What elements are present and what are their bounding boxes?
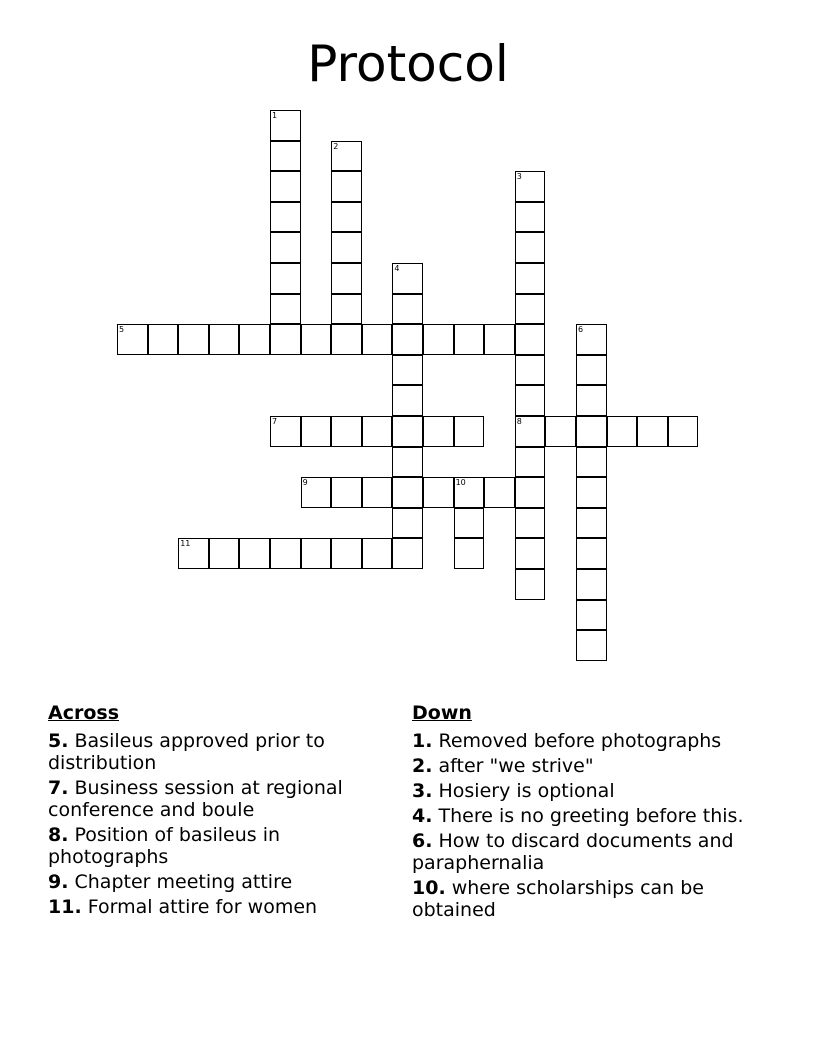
grid-cell[interactable] xyxy=(270,416,301,447)
grid-cell[interactable] xyxy=(209,538,240,569)
clue-text: Chapter meeting attire xyxy=(74,871,293,893)
grid-cell[interactable] xyxy=(392,538,423,569)
clue-number: 8. xyxy=(48,824,69,846)
clue-text: There is no greeting before this. xyxy=(438,805,744,827)
grid-cell[interactable] xyxy=(331,324,362,355)
grid-cell[interactable] xyxy=(637,416,668,447)
grid-cell[interactable] xyxy=(362,538,393,569)
grid-cell[interactable] xyxy=(515,232,546,263)
grid-cell[interactable] xyxy=(331,232,362,263)
grid-cell[interactable] xyxy=(331,202,362,233)
grid-cell[interactable] xyxy=(576,416,607,447)
down-clue xyxy=(412,730,752,752)
across-clue xyxy=(48,730,378,774)
grid-cell[interactable] xyxy=(576,630,607,661)
grid-cell[interactable] xyxy=(423,416,454,447)
down-clues xyxy=(412,702,752,924)
puzzle-title: Protocol xyxy=(307,35,509,93)
grid-cell[interactable] xyxy=(668,416,699,447)
clue-number: 2. xyxy=(412,755,433,777)
clue-number: 10. xyxy=(412,877,446,899)
grid-cell[interactable] xyxy=(392,324,423,355)
clue-text: where scholarships can be obtained xyxy=(412,877,704,921)
grid-cell[interactable] xyxy=(515,538,546,569)
grid-cell[interactable] xyxy=(270,171,301,202)
grid-cell[interactable] xyxy=(515,263,546,294)
grid-cell[interactable] xyxy=(301,477,332,508)
grid-cell[interactable] xyxy=(515,416,546,447)
grid-cell[interactable] xyxy=(515,385,546,416)
grid-cell[interactable] xyxy=(454,538,485,569)
grid-cell[interactable] xyxy=(331,263,362,294)
grid-cell[interactable] xyxy=(454,508,485,539)
cell-number: 10 xyxy=(455,478,466,488)
clue-text: Basileus approved prior to distribution xyxy=(48,730,325,774)
clue-number: 7. xyxy=(48,777,69,799)
cell-number: 2 xyxy=(333,141,339,151)
across-heading: Across xyxy=(48,702,120,724)
cell-number: 9 xyxy=(302,478,308,488)
grid-cell[interactable] xyxy=(362,416,393,447)
grid-cell[interactable] xyxy=(392,385,423,416)
clue-text: Hosiery is optional xyxy=(438,780,615,802)
grid-cell[interactable] xyxy=(515,477,546,508)
grid-cell[interactable] xyxy=(454,416,485,447)
grid-cell[interactable] xyxy=(607,416,638,447)
grid-cell[interactable] xyxy=(545,416,576,447)
grid-cell[interactable] xyxy=(178,538,209,569)
clue-number: 5. xyxy=(48,730,69,752)
across-clue xyxy=(48,871,378,893)
grid-cell[interactable] xyxy=(515,324,546,355)
grid-cell[interactable] xyxy=(178,324,209,355)
grid-cell[interactable] xyxy=(301,416,332,447)
grid-cell[interactable] xyxy=(576,600,607,631)
grid-cell[interactable] xyxy=(392,263,423,294)
clue-number: 3. xyxy=(412,780,433,802)
grid-cell[interactable] xyxy=(392,508,423,539)
clue-number: 4. xyxy=(412,805,433,827)
clue-number: 9. xyxy=(48,871,69,893)
down-clue xyxy=(412,805,752,827)
grid-cell[interactable] xyxy=(270,202,301,233)
grid-cell[interactable] xyxy=(270,294,301,325)
across-clue xyxy=(48,896,378,918)
grid-cell[interactable] xyxy=(484,324,515,355)
grid-cell[interactable] xyxy=(576,447,607,478)
grid-cell[interactable] xyxy=(576,538,607,569)
grid-cell[interactable] xyxy=(301,324,332,355)
cell-number: 11 xyxy=(180,539,191,549)
grid-cell[interactable] xyxy=(270,263,301,294)
grid-cell[interactable] xyxy=(392,294,423,325)
grid-cell[interactable] xyxy=(239,538,270,569)
grid-cell[interactable] xyxy=(576,569,607,600)
grid-cell[interactable] xyxy=(515,447,546,478)
grid-cell[interactable] xyxy=(331,416,362,447)
grid-cell[interactable] xyxy=(576,477,607,508)
grid-cell[interactable] xyxy=(117,324,148,355)
clue-text: after "we strive" xyxy=(438,755,594,777)
grid-cell[interactable] xyxy=(148,324,179,355)
grid-cell[interactable] xyxy=(515,294,546,325)
grid-cell[interactable] xyxy=(331,171,362,202)
grid-cell[interactable] xyxy=(331,538,362,569)
grid-cell[interactable] xyxy=(576,508,607,539)
cell-number: 3 xyxy=(516,172,522,182)
cell-number: 8 xyxy=(516,417,522,426)
down-heading: Down xyxy=(412,702,472,724)
grid-cell[interactable] xyxy=(576,324,607,355)
grid-cell[interactable] xyxy=(270,324,301,355)
grid-cell[interactable] xyxy=(331,477,362,508)
grid-cell[interactable] xyxy=(270,232,301,263)
down-clue xyxy=(412,755,752,777)
grid-cell[interactable] xyxy=(423,324,454,355)
grid-cell[interactable] xyxy=(484,477,515,508)
grid-cell[interactable] xyxy=(423,477,454,508)
grid-cell[interactable] xyxy=(515,569,546,600)
clue-text: How to discard documents and paraphernalia xyxy=(412,830,734,874)
grid-cell[interactable] xyxy=(392,477,423,508)
grid-cell[interactable] xyxy=(515,355,546,386)
down-clue xyxy=(412,830,752,874)
grid-cell[interactable] xyxy=(454,324,485,355)
grid-cell[interactable] xyxy=(239,324,270,355)
clue-text: Formal attire for women xyxy=(87,896,318,918)
across-clue xyxy=(48,824,378,868)
cell-number: 4 xyxy=(394,264,400,273)
grid-cell[interactable] xyxy=(362,477,393,508)
grid-cell[interactable] xyxy=(576,355,607,386)
grid-cell[interactable] xyxy=(209,324,240,355)
clue-number: 6. xyxy=(412,830,433,852)
grid-cell[interactable] xyxy=(270,110,301,141)
grid-cell[interactable] xyxy=(301,538,332,569)
clue-text: Position of basileus in photographs xyxy=(48,824,281,868)
grid-cell[interactable] xyxy=(270,538,301,569)
clue-number: 1. xyxy=(412,730,433,752)
grid-cell[interactable] xyxy=(454,477,485,508)
clue-text: Removed before photographs xyxy=(438,730,722,752)
grid-cell[interactable] xyxy=(392,447,423,478)
grid-cell[interactable] xyxy=(392,416,423,447)
cell-number: 5 xyxy=(119,325,125,335)
cell-number: 7 xyxy=(272,417,278,426)
down-clue xyxy=(412,877,752,921)
grid-cell[interactable] xyxy=(392,355,423,386)
clue-text: Business session at regional conference and boule xyxy=(48,777,343,821)
grid-cell[interactable] xyxy=(331,294,362,325)
grid-cell[interactable] xyxy=(270,141,301,172)
cell-number: 1 xyxy=(272,111,278,120)
across-clues xyxy=(48,702,378,921)
clue-number: 11. xyxy=(48,896,82,918)
cell-number: 6 xyxy=(578,325,584,335)
grid-cell[interactable] xyxy=(515,508,546,539)
grid-cell[interactable] xyxy=(515,202,546,233)
grid-cell[interactable] xyxy=(331,141,362,172)
across-clue xyxy=(48,777,378,821)
grid-cell[interactable] xyxy=(515,171,546,202)
down-clue xyxy=(412,780,752,802)
grid-cell[interactable] xyxy=(576,385,607,416)
grid-cell[interactable] xyxy=(362,324,393,355)
